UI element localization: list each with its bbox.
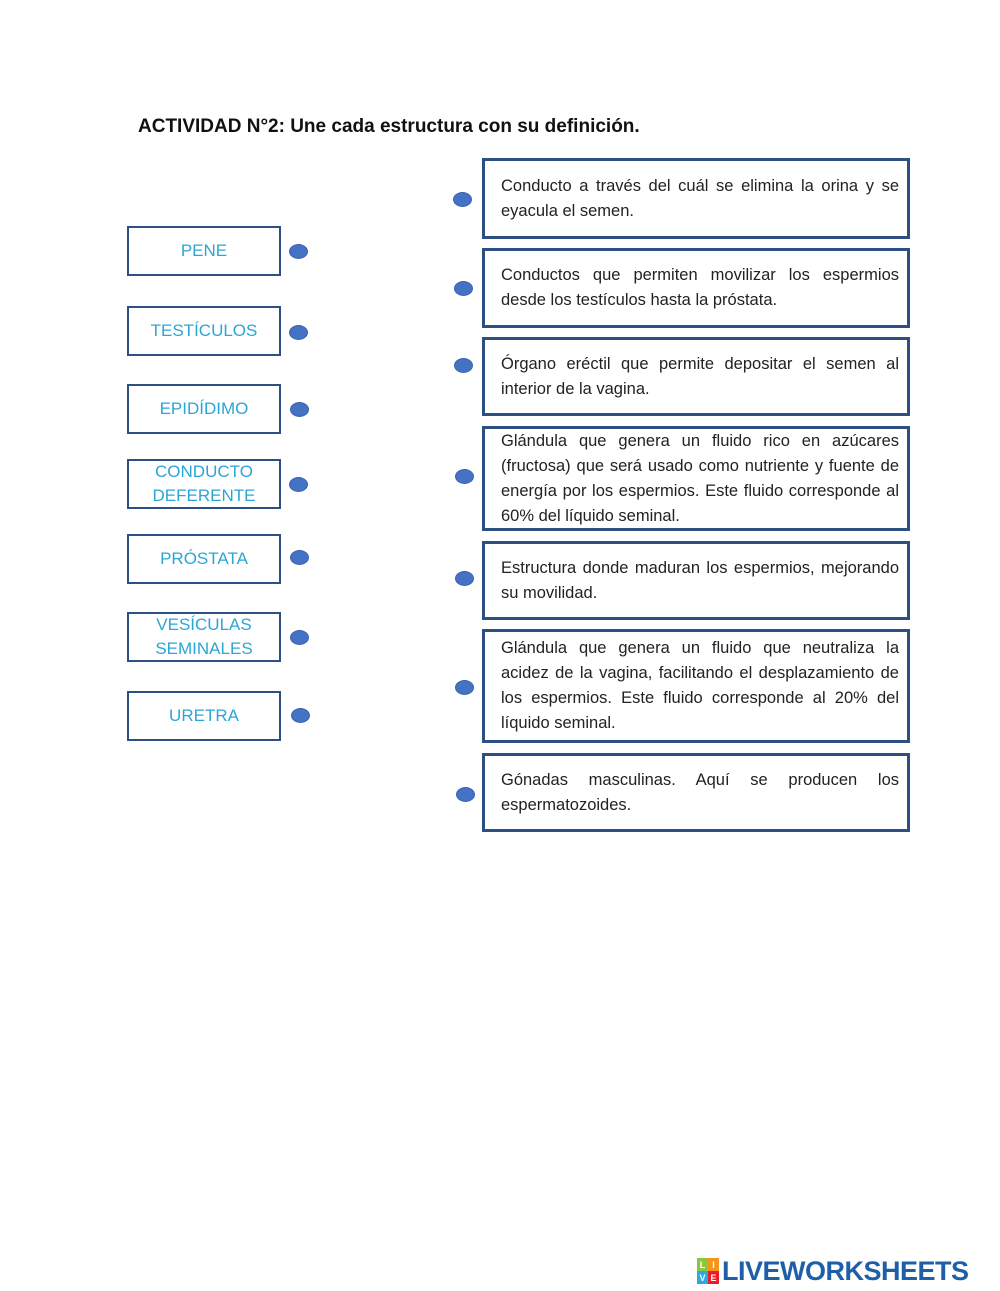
activity-title: ACTIVIDAD N°2: Une cada estructura con su definición. [138, 116, 640, 137]
logo-mark-cell: I [708, 1258, 719, 1271]
term-pene [127, 226, 281, 276]
definition-dot-6[interactable] [455, 680, 474, 695]
definition-dot-5[interactable] [455, 571, 474, 586]
term-vesiculas-seminales [127, 612, 281, 662]
term-dot-vesiculas-seminales[interactable] [290, 630, 309, 645]
definition-6 [482, 629, 910, 743]
definition-text: Glándula que genera un fluido que neutraliza la acidez de la vagina, facilitando el desplazamiento de los espermios. Este fluido corresponde al 20% del líquido seminal. [501, 639, 899, 732]
definition-text: Gónadas masculinas. Aquí se producen los espermatozoides. [501, 770, 899, 814]
definition-dot-7[interactable] [456, 787, 475, 802]
definition-1 [482, 158, 910, 239]
logo-mark-cell: E [708, 1271, 719, 1284]
term-label: VESÍCULAS SEMINALES [155, 615, 253, 658]
term-uretra [127, 691, 281, 741]
term-dot-conducto-deferente[interactable] [289, 477, 308, 492]
definition-2 [482, 248, 910, 328]
definition-text: Órgano eréctil que permite depositar el semen al interior de la vagina. [501, 354, 899, 398]
logo-text: LIVEWORKSHEETS [722, 1255, 969, 1286]
definition-dot-2[interactable] [454, 281, 473, 296]
term-label: TESTÍCULOS [150, 321, 258, 340]
definition-dot-1[interactable] [453, 192, 472, 207]
term-label: PRÓSTATA [160, 549, 248, 568]
term-prostata [127, 534, 281, 584]
term-epididimo [127, 384, 281, 434]
term-dot-prostata[interactable] [290, 550, 309, 565]
term-dot-testiculos[interactable] [289, 325, 308, 340]
term-label: PENE [180, 241, 228, 260]
definition-4 [482, 426, 910, 531]
definition-text: Estructura donde maduran los espermios, mejorando su movilidad. [501, 558, 899, 602]
term-label: URETRA [169, 706, 239, 725]
definition-text: Glándula que genera un fluido rico en azúcares (fructosa) que será usado como nutriente y fuente de energía por los espermios. Este fluido corresponde al 60% del líquido seminal. [501, 431, 899, 525]
definition-5 [482, 541, 910, 620]
definition-text: Conductos que permiten movilizar los espermios desde los testículos hasta la próstata. [501, 266, 899, 309]
definition-dot-4[interactable] [455, 469, 474, 484]
logo-mark-cell: L [697, 1258, 708, 1271]
definition-text: Conducto a través del cuál se elimina la orina y se eyacula el semen. [501, 176, 899, 220]
term-dot-uretra[interactable] [291, 708, 310, 723]
liveworksheets-logo [697, 1256, 969, 1286]
term-dot-pene[interactable] [289, 244, 308, 259]
term-testiculos [127, 306, 281, 356]
liveworksheets-mark-icon [697, 1258, 719, 1284]
term-label: CONDUCTO DEFERENTE [152, 462, 256, 505]
term-label: EPIDÍDIMO [159, 399, 249, 418]
term-conducto-deferente [127, 459, 281, 509]
definition-dot-3[interactable] [454, 358, 473, 373]
logo-mark-cell: V [697, 1271, 708, 1284]
definition-3 [482, 337, 910, 416]
definition-7 [482, 753, 910, 832]
term-dot-epididimo[interactable] [290, 402, 309, 417]
